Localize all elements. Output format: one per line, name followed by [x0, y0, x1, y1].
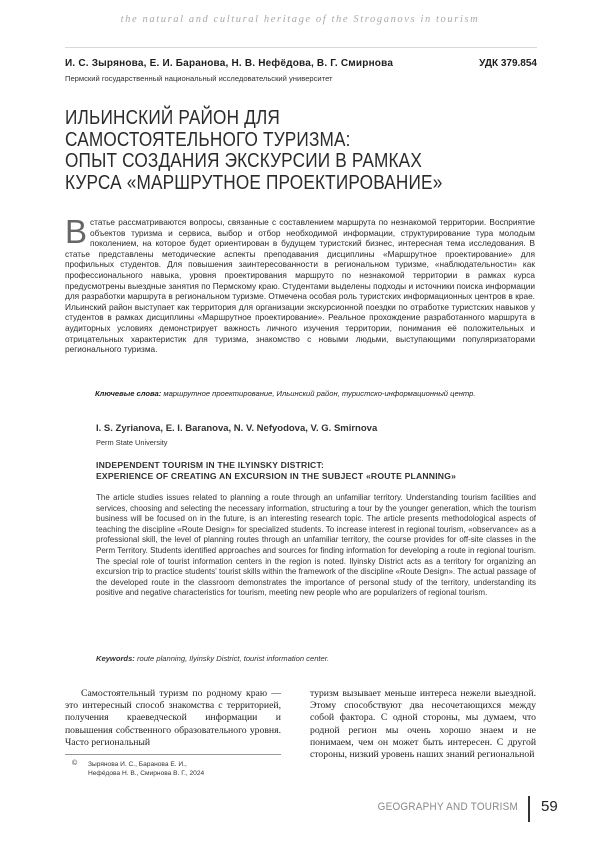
page-number: 59 [541, 798, 558, 815]
title-ru-line: САМОСТОЯТЕЛЬНОГО ТУРИЗМА: [65, 130, 469, 152]
drop-cap: В [65, 219, 87, 245]
keywords-ru-text: маршрутное проектирование, Ильинский район, туристско-информационный центр. [161, 389, 475, 398]
abstract-ru-text: статье рассматриваются вопросы, связанные с составлением маршрута по незнакомой территории. Восприятие объектов туризма и сервиса, выбор и отбор необходимой информации, структурирование тура молодым поколением, на которое будет ориентирован в будущем туристский бизнес, интересная тема исследования. В статье представлены методические аспекты преподавания дисциплины «Маршрутное проектирование» для профильных студентов. Для повышения заинтересованности в региональном туризме, «наблюдательности» как профессионального навыка, уровня проектирования маршруто по незнакомой территории в рамках курса предусмотрены выездные занятия по Пермскому краю. Студентами выделены подходы и источники поиска информации для разработки маршрута в региональном туризме. Отмечена особая роль туристских информационных центров в крае. Ильинский район выступает как территория для организации экскурсионной поездки по отработке туристских навыков у студентов в рамках дисциплины «Маршрутное проектирование». Реальное прохождение разработанного маршрута в аудиторных условиях демонстрирует важность личного изучения территории, понимания её положительных и отрицательных характеристик для туризма, знакомство с новыми людьми, выступающими популяризаторами регионального туризма. [65, 217, 535, 354]
title-ru-line: ОПЫТ СОЗДАНИЯ ЭКСКУРСИИ В РАМКАХ [65, 151, 469, 173]
article-title-en [96, 460, 536, 482]
keywords-en-label: Keywords: [96, 654, 135, 663]
title-ru-line: ИЛЬИНСКИЙ РАЙОН ДЛЯ [65, 108, 469, 130]
affiliation-ru: Пермский государственный национальный исследовательский университет [65, 74, 333, 83]
copyright-line: Нефёдова Н. В., Смирнова В. Г., 2024 [88, 769, 288, 778]
body-paragraph: туризм вызывает меньше интереса нежели выездной. Этому способствуют два несочетающихся между собой фактора. С одной стороны, мы думаем, что родной регион мы очень хорошо знаем и не понимаем, чем он может быть интересен. С другой стороны, низкий уровень наших знаний региональной [310, 688, 536, 761]
keywords-en-text: route planning, Ilyinsky District, tourist information center. [135, 654, 329, 663]
article-title-ru [65, 108, 469, 194]
keywords-ru [95, 389, 535, 398]
udk-code: УДК 379.854 [479, 58, 537, 69]
copyright-symbol: © [72, 760, 77, 767]
header-divider [65, 47, 537, 48]
body-column-left [65, 688, 281, 749]
copyright-line: Зырянова И. С., Баранова Е. И., [88, 760, 288, 769]
body-paragraph: Самостоятельный туризм по родному краю — это интересный способ знакомства с территорией, получения краеведческой информации и повышения собственного образовательного уровня. Часто региональный [65, 688, 281, 749]
affiliation-en: Perm State University [96, 438, 167, 447]
authors-ru: И. С. Зырянова, Е. И. Баранова, Н. В. Нефёдова, В. Г. Смирнова [65, 58, 393, 69]
title-ru-line: КУРСА «МАРШРУТНОЕ ПРОЕКТИРОВАНИЕ» [65, 173, 469, 195]
authors-en: I. S. Zyrianova, E. I. Baranova, N. V. Nefyodova, V. G. Smirnova [96, 423, 377, 434]
copyright-note [88, 760, 288, 778]
title-en-line: INDEPENDENT TOURISM IN THE ILYINSKY DISTRICT: [96, 460, 536, 471]
footer-section-label: GEOGRAPHY AND TOURISM [378, 801, 518, 813]
keywords-ru-label: Ключевые слова: [95, 389, 161, 398]
keywords-en [96, 654, 536, 663]
abstract-ru [65, 217, 535, 355]
body-column-right [310, 688, 536, 761]
title-en-line: EXPERIENCE OF CREATING AN EXCURSION IN THE SUBJECT «ROUTE PLANNING» [96, 471, 536, 482]
running-head: the natural and cultural heritage of the Stroganovs in tourism [0, 14, 600, 25]
footnote-divider [65, 754, 281, 755]
abstract-en: The article studies issues related to planning a route through an unfamiliar territory. Understanding tourism facilities and services, choosing and selecting the necessary information, structuring a tour by the younger generation, which the tourism business will be focused on in the future, is an interesting research topic. The article presents methodological aspects of teaching the discipline «Route Design» for specialized students. To increase interest in regional tourism, «observance» as a professional skill, the level of planning routes through an unfamiliar territory, the course provides for off-site classes in the Perm Territory. Students identified approaches and sources for finding information for developing a route in regional tourism. The special role of tourist information centers in the region is noted. Ilyinsky District acts as a territory for organizing an excursion trip to practice students' tourist skills within the framework of the discipline «Route Design». The actual passage of the developed route in the classroom demonstrates the importance of personal study of the territory, understanding its positive and negative characteristics for tourism, meeting new people who are popularizers of regional tourism. [96, 493, 536, 599]
footer-divider [528, 796, 530, 822]
